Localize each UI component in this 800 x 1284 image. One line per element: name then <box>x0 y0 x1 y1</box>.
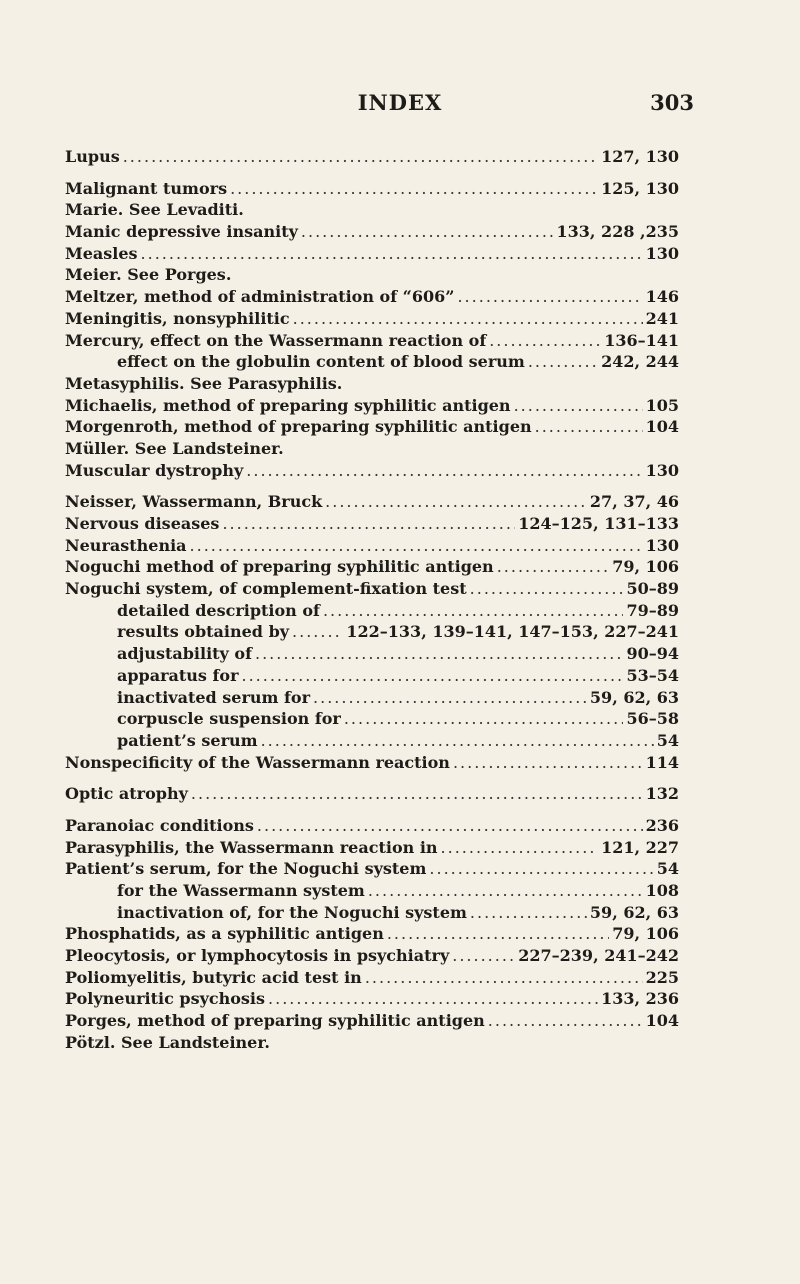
entry-label: Lupus <box>65 147 120 166</box>
entry-label: Measles <box>65 243 138 263</box>
entry-pages: 130 <box>645 460 679 480</box>
entry-label: inactivated serum for <box>117 687 311 707</box>
entry-label: patient’s serum <box>117 730 258 750</box>
entry-label: Neurasthenia <box>65 535 187 555</box>
entry-pages: 136–141 <box>604 330 679 350</box>
entry-pages: 242, 244 <box>601 352 679 372</box>
index-entry <box>65 815 679 837</box>
entry-pages: 225 <box>645 967 679 987</box>
index-subentry <box>65 708 679 730</box>
dot-leader <box>488 1010 643 1032</box>
dot-leader <box>535 416 643 438</box>
dot-leader <box>246 460 642 482</box>
index-entry <box>65 1010 679 1032</box>
dot-leader <box>470 578 624 600</box>
dot-leader <box>292 621 343 643</box>
index-entry <box>65 491 679 513</box>
entry-pages: 79–89 <box>626 600 679 620</box>
dot-leader <box>191 783 643 805</box>
entry-pages: 50–89 <box>626 579 679 599</box>
index-entry <box>65 945 679 967</box>
entry-pages: 146 <box>645 287 679 307</box>
entry-pages: 236 <box>645 815 679 835</box>
entry-label: Morgenroth, method of preparing syphilitic antigen <box>65 417 532 437</box>
dot-leader <box>368 880 643 902</box>
page-number: 303 <box>650 90 694 115</box>
entry-label: Manic depressive insanity <box>65 222 298 242</box>
section-gap <box>65 773 679 783</box>
entry-pages: 125, 130 <box>601 178 679 198</box>
dot-leader <box>441 837 599 859</box>
entry-pages: 241 <box>645 308 679 328</box>
index-entry <box>65 837 679 859</box>
entry-label: Noguchi system, of complement-fixation test <box>65 579 467 599</box>
entry-pages: 54 <box>656 730 679 750</box>
entry-label: Meier. See Porges. <box>65 265 232 285</box>
index-entry <box>65 1032 679 1054</box>
index-entry <box>65 438 679 460</box>
dot-leader <box>457 286 642 308</box>
entry-label: detailed description of <box>117 600 320 620</box>
dot-leader <box>387 923 609 945</box>
entry-label: corpuscle suspension for <box>117 709 341 729</box>
index-entry <box>65 243 679 265</box>
entry-label: Pötzl. See Landsteiner. <box>65 1032 270 1052</box>
entry-label: Nervous diseases <box>65 514 220 533</box>
dot-leader <box>190 535 643 557</box>
index-subentry <box>65 902 679 924</box>
entry-pages: 59, 62, 63 <box>589 902 679 922</box>
dot-leader <box>123 146 598 168</box>
entry-label: Meltzer, method of administration of “606” <box>65 287 455 307</box>
section-gap <box>65 168 679 178</box>
index-entry <box>65 199 679 221</box>
entry-pages: 130 <box>645 243 679 263</box>
dot-leader <box>230 178 598 200</box>
entry-pages: 79, 106 <box>612 924 679 944</box>
entry-label: Muscular dystrophy <box>65 460 244 480</box>
dot-leader <box>293 308 643 330</box>
index-entry <box>65 178 679 200</box>
dot-leader <box>222 513 515 535</box>
index-entry <box>65 395 679 417</box>
entry-pages: 53–54 <box>626 665 679 685</box>
entry-pages: 108 <box>645 881 679 900</box>
index-subentry <box>65 665 679 687</box>
index-entry <box>65 556 679 578</box>
index-entry <box>65 221 679 243</box>
entry-label: Noguchi method of preparing syphilitic antigen <box>65 557 494 577</box>
dot-leader <box>261 730 654 752</box>
entry-label: effect on the globulin content of blood serum <box>117 352 525 372</box>
entry-label: for the Wassermann system <box>117 881 365 900</box>
entry-pages: 59, 62, 63 <box>589 687 679 707</box>
index-subentry <box>65 351 679 373</box>
entry-pages: 54 <box>656 859 679 879</box>
entry-pages: 105 <box>645 395 679 415</box>
dot-leader <box>257 815 643 837</box>
index-subentry <box>65 621 679 643</box>
entry-label: Metasyphilis. See Parasyphilis. <box>65 373 343 393</box>
index-entry <box>65 460 679 482</box>
index-entry <box>65 752 679 774</box>
dot-leader <box>470 902 587 924</box>
dot-leader <box>141 243 643 265</box>
entry-pages: 133, 236 <box>601 989 679 1009</box>
index-entry <box>65 286 679 308</box>
index-subentry <box>65 687 679 709</box>
section-gap <box>65 805 679 815</box>
entry-pages: 132 <box>645 784 679 804</box>
entry-label: results obtained by <box>117 622 290 642</box>
entry-pages: 90–94 <box>626 644 679 664</box>
entry-pages: 122–133, 139–141, 147–153, 227–241 <box>346 622 679 642</box>
index-entry <box>65 264 679 286</box>
dot-leader <box>242 665 624 687</box>
page-header <box>0 90 800 120</box>
index-entries <box>65 146 679 1054</box>
entry-label: Porges, method of preparing syphilitic antigen <box>65 1011 485 1031</box>
entry-label: inactivation of, for the Noguchi system <box>117 902 467 922</box>
entry-pages: 133, 228 ,235 <box>556 222 679 242</box>
entry-label: apparatus for <box>117 665 239 685</box>
dot-leader <box>497 556 610 578</box>
entry-label: Michaelis, method of preparing syphilitic antigen <box>65 395 511 415</box>
index-entry <box>65 513 679 535</box>
page-title: INDEX <box>357 90 443 115</box>
entry-label: Poliomyelitis, butyric acid test in <box>65 967 362 987</box>
index-entry <box>65 988 679 1010</box>
index-entry <box>65 858 679 880</box>
index-entry <box>65 373 679 395</box>
index-entry <box>65 923 679 945</box>
entry-pages: 130 <box>645 535 679 555</box>
entry-pages: 121, 227 <box>601 837 679 857</box>
section-gap <box>65 481 679 491</box>
dot-leader <box>365 967 643 989</box>
entry-label: Paranoiac conditions <box>65 815 254 835</box>
index-subentry <box>65 880 679 902</box>
entry-label: Polyneuritic psychosis <box>65 989 266 1009</box>
entry-label: Patient’s serum, for the Noguchi system <box>65 859 427 879</box>
dot-leader <box>528 351 598 373</box>
entry-label: Nonspecificity of the Wassermann reaction <box>65 752 450 772</box>
dot-leader <box>268 988 598 1010</box>
index-subentry <box>65 730 679 752</box>
entry-pages: 104 <box>645 417 679 437</box>
dot-leader <box>325 491 587 513</box>
entry-pages: 227–239, 241–242 <box>518 946 679 966</box>
index-entry <box>65 578 679 600</box>
entry-pages: 127, 130 <box>601 147 679 166</box>
entry-label: Malignant tumors <box>65 178 228 198</box>
dot-leader <box>453 752 643 774</box>
index-subentry <box>65 600 679 622</box>
index-entry <box>65 967 679 989</box>
index-entry <box>65 783 679 805</box>
dot-leader <box>313 687 587 709</box>
entry-label: Mercury, effect on the Wassermann reaction of <box>65 330 487 350</box>
index-entry <box>65 330 679 352</box>
index-entry <box>65 535 679 557</box>
entry-pages: 114 <box>645 752 679 772</box>
entry-label: Parasyphilis, the Wassermann reaction in <box>65 837 438 857</box>
entry-pages: 56–58 <box>626 709 679 729</box>
entry-pages: 124–125, 131–133 <box>518 514 679 533</box>
entry-label: Pleocytosis, or lymphocytosis in psychiatry <box>65 946 450 966</box>
dot-leader <box>489 330 601 352</box>
dot-leader <box>429 858 653 880</box>
dot-leader <box>344 708 624 730</box>
entry-label: Phosphatids, as a syphilitic antigen <box>65 924 384 944</box>
dot-leader <box>255 643 623 665</box>
dot-leader <box>301 221 554 243</box>
index-entry <box>65 308 679 330</box>
entry-label: adjustability of <box>117 644 252 664</box>
dot-leader <box>452 945 515 967</box>
entry-pages: 79, 106 <box>612 557 679 577</box>
entry-label: Marie. See Levaditi. <box>65 200 244 220</box>
index-entry <box>65 146 679 168</box>
entry-pages: 27, 37, 46 <box>589 492 679 512</box>
index-subentry <box>65 643 679 665</box>
entry-label: Optic atrophy <box>65 784 188 804</box>
entry-label: Meningitis, nonsyphilitic <box>65 308 290 328</box>
entry-pages: 104 <box>645 1011 679 1031</box>
dot-leader <box>323 600 624 622</box>
index-entry <box>65 416 679 438</box>
dot-leader <box>514 395 643 417</box>
entry-label: Müller. See Landsteiner. <box>65 438 284 458</box>
entry-label: Neisser, Wassermann, Bruck <box>65 492 323 512</box>
